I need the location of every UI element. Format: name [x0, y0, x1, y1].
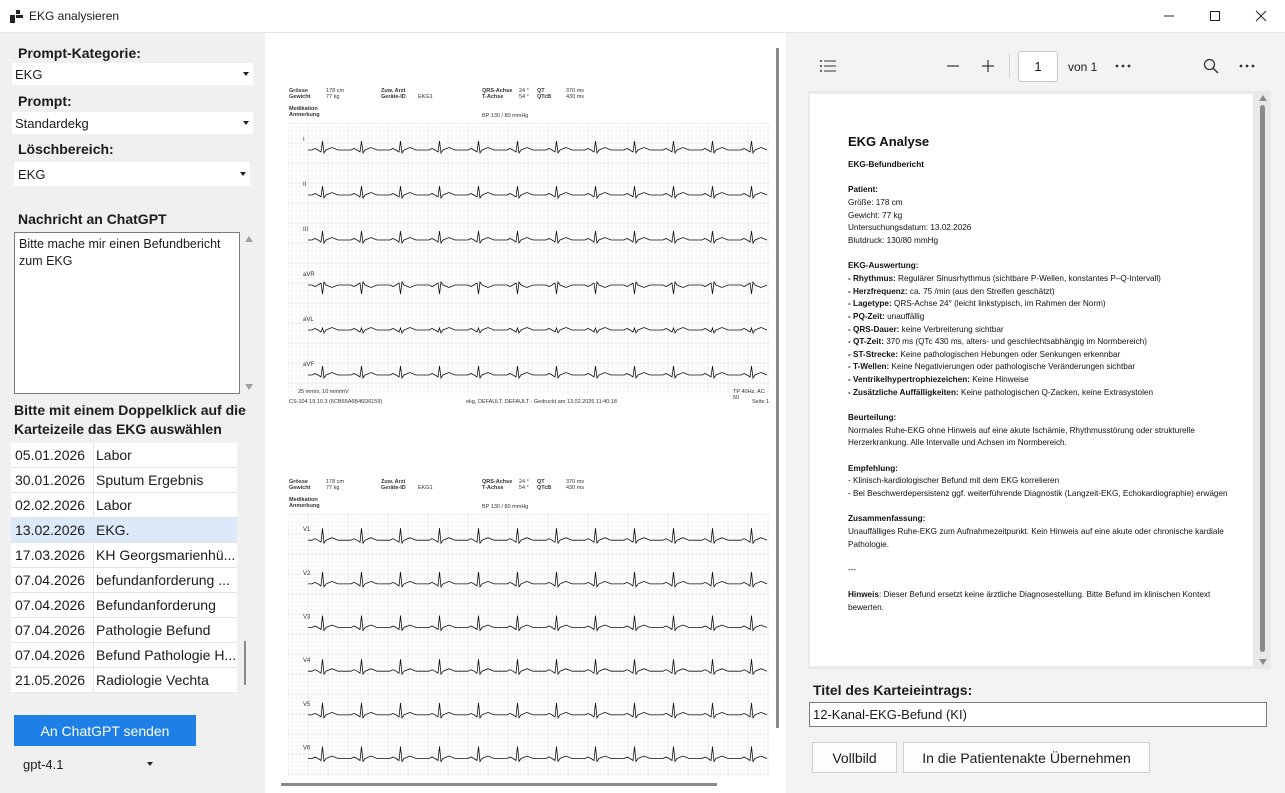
record-list[interactable] — [11, 443, 237, 693]
height-label: Grösse — [289, 479, 308, 485]
entry-title: Labor — [96, 497, 132, 513]
lead-label: V5 — [303, 701, 311, 708]
right-panel — [786, 33, 1285, 793]
evaluation-list — [848, 273, 1228, 400]
zoom-out-icon[interactable] — [943, 56, 963, 76]
lead-label: aVL — [303, 317, 314, 323]
qtcb-value: 430 ms — [566, 94, 585, 100]
evaluation-key: - T-Wellen: — [848, 362, 890, 372]
blood-pressure: BP 130 / 80 mmHg — [482, 113, 529, 119]
message-label: Nachricht an ChatGPT — [18, 211, 167, 227]
ecg-grid-1 — [288, 123, 770, 393]
list-item[interactable] — [11, 443, 237, 468]
evaluation-key: - QRS-Dauer: — [848, 324, 900, 334]
entry-title: Radiologie Vechta — [96, 672, 209, 688]
lead-label: II — [303, 182, 307, 188]
patient-line: Blutdruck: 130/80 mmHg — [848, 235, 939, 245]
window-title: EKG analysieren — [29, 9, 120, 23]
evaluation-text: Keine pathologischen Hebungen oder Senkungen erkennbar — [898, 349, 1121, 359]
list-item[interactable] — [11, 468, 237, 493]
chevron-down-icon — [239, 63, 253, 85]
minimize-button[interactable] — [1146, 0, 1192, 32]
entry-title: KH Georgsmarienhü... — [96, 547, 236, 563]
qt-label: QT — [537, 88, 545, 94]
ecg-print-info: ekg, DEFAULT, DEFAULT - Gedruckt am 13.02.2026 11:40:18 — [466, 399, 617, 405]
message-scrollbar[interactable] — [242, 232, 256, 394]
ecg-device-info: CS-104 19.10.3 (6CB65A6B46D6159) — [289, 399, 383, 405]
lead-label: V4 — [303, 658, 311, 665]
entry-date: 17.03.2026 — [11, 543, 94, 567]
summary-heading: Zusammenfassung: — [848, 514, 926, 524]
maximize-icon — [1209, 10, 1221, 22]
prompt-category-select[interactable] — [12, 63, 253, 85]
ecg-trace — [308, 659, 767, 674]
evaluation-item — [848, 324, 1228, 337]
scrollbar-thumb[interactable] — [1260, 105, 1265, 652]
chevron-down-icon — [239, 112, 253, 134]
ecg-trace — [308, 703, 767, 718]
ecg-trace — [308, 231, 767, 243]
prompt-label: Prompt: — [18, 93, 72, 109]
list-item[interactable] — [11, 618, 237, 643]
medication-label: Medikation — [289, 106, 318, 112]
entry-title: Befundanforderung — [96, 597, 216, 613]
entry-date: 13.02.2026 — [11, 518, 94, 542]
device-label: Geräte-ID — [381, 94, 406, 100]
prompt-select[interactable] — [12, 112, 253, 134]
lead-label: I — [303, 137, 305, 143]
pdf-scrollbar[interactable] — [1256, 91, 1271, 669]
list-item[interactable] — [11, 543, 237, 568]
height-value: 178 cm — [326, 479, 345, 485]
evaluation-text: Keine pathologischen Q-Zacken, keine Extrasystolen — [958, 387, 1154, 397]
qrs-axis-label: QRS-Achse — [482, 88, 513, 94]
evaluation-item — [848, 336, 1228, 349]
evaluation-key: - PQ-Zeit: — [848, 311, 885, 321]
evaluation-item — [848, 298, 1228, 311]
recommendation-line: - Klinisch-kardiologischer Befund mit dem EKG korrelieren — [848, 476, 1060, 486]
t-axis-value: 54 ° — [519, 485, 529, 491]
entry-date: 02.02.2026 — [11, 493, 94, 517]
scroll-up-icon — [1259, 95, 1267, 101]
height-label: Grösse — [289, 88, 308, 94]
close-icon — [1255, 10, 1267, 22]
assessment-text: Normales Ruhe-EKG ohne Hinweis auf eine akute Ischämie, Rhythmusstörung oder strukturelle Herzerkrankung. Alle Intervalle und Achsen im Normbereich. — [848, 425, 1198, 448]
disclaimer-key: Hinweis — [848, 590, 879, 600]
entry-title-label: Titel des Karteieintrags: — [813, 682, 973, 698]
qrs-axis-label: QRS-Achse — [482, 479, 513, 485]
separator: --- — [848, 564, 857, 574]
ecg-trace — [308, 186, 767, 198]
device-label: Geräte-ID — [381, 485, 406, 491]
qt-label: QT — [537, 479, 545, 485]
lead-label: V2 — [303, 570, 311, 577]
physician-label: Zuw. Arzt — [381, 479, 406, 485]
entry-title: Befund Pathologie H... — [96, 647, 237, 663]
recommendation-list — [848, 475, 1228, 500]
ecg-trace — [308, 282, 767, 294]
evaluation-text: Keine Hinweise — [969, 375, 1029, 385]
search-icon[interactable] — [1201, 56, 1221, 76]
qrs-axis-value: 24 ° — [519, 88, 529, 94]
patient-line: Größe: 178 cm — [848, 197, 903, 207]
evaluation-item — [848, 349, 1228, 362]
entry-title-input[interactable]: 12-Kanal-EKG-Befund (KI) — [809, 702, 1267, 727]
recommendation-line: - Bei Beschwerdepersistenz ggf. weiterführende Diagnostik (Langzeit-EKG, Echokardiographie) erwägen — [848, 489, 1228, 498]
entry-date: 05.01.2026 — [11, 443, 94, 467]
ecg-page-2 — [288, 476, 770, 786]
ecg-page-1 — [288, 85, 770, 415]
delete-area-select[interactable] — [14, 162, 250, 186]
minimize-icon — [1163, 10, 1175, 22]
ecg-trace — [308, 366, 767, 378]
evaluation-text: QRS-Achse 24° (leicht linkstypisch, im Rahmen der Norm) — [891, 299, 1106, 309]
recommendation-heading: Empfehlung: — [848, 463, 899, 473]
ecg-trace — [308, 528, 767, 543]
evaluation-text: keine Verbreiterung sichtbar — [899, 324, 1004, 334]
report-subtitle: EKG-Befundbericht — [848, 160, 924, 169]
evaluation-item — [848, 374, 1228, 387]
model-value: gpt-4.1 — [23, 756, 64, 772]
qt-value: 370 ms — [566, 88, 585, 94]
pdf-document-view[interactable] — [808, 91, 1271, 669]
send-to-chatgpt-button[interactable]: An ChatGPT senden — [14, 715, 196, 746]
assessment-heading: Beurteilung: — [848, 413, 897, 423]
device-value: EKG1 — [418, 485, 433, 491]
note-label: Anmerkung — [289, 503, 320, 509]
title-bar — [0, 0, 1285, 33]
page-total: von 1 — [1068, 60, 1098, 74]
report-title: EKG Analyse — [848, 134, 930, 149]
evaluation-key: - ST-Strecke: — [848, 349, 899, 359]
qtcb-label: QTcB — [537, 485, 552, 491]
medication-label: Medikation — [289, 497, 318, 503]
lead-label: aVF — [303, 362, 315, 368]
ecg-trace — [308, 328, 767, 334]
blood-pressure: BP 130 / 80 mmHg — [482, 504, 529, 510]
delete-area-label: Löschbereich: — [18, 141, 114, 157]
list-item[interactable] — [11, 518, 237, 543]
left-panel — [0, 33, 265, 793]
lead-label: V1 — [303, 527, 311, 534]
list-item[interactable] — [11, 643, 237, 668]
entry-title: Sputum Ergebnis — [96, 472, 204, 488]
scroll-down-icon — [245, 384, 253, 390]
list-item[interactable] — [11, 593, 237, 618]
evaluation-key: - QT-Zeit: — [848, 337, 884, 347]
chevron-down-icon — [143, 753, 157, 775]
evaluation-key: - Herzfrequenz: — [848, 286, 908, 296]
ecg-grid-2 — [288, 514, 770, 776]
scroll-up-icon — [245, 236, 253, 242]
height-value: 178 cm — [326, 88, 345, 94]
evaluation-item — [848, 286, 1228, 299]
weight-value: 77 kg — [326, 485, 340, 491]
entry-date: 07.04.2026 — [11, 643, 94, 667]
evaluation-text: Keine Negativierungen oder pathologische Veränderungen sichtbar — [889, 362, 1136, 372]
evaluation-item — [848, 361, 1228, 374]
evaluation-item — [848, 387, 1228, 400]
weight-label: Gewicht — [289, 485, 311, 491]
ecg-horizontal-scrollbar[interactable] — [281, 783, 717, 786]
patient-line: Untersuchungsdatum: 13.02.2026 — [848, 223, 972, 233]
disclaimer-text: : Dieser Befund ersetzt keine ärztliche Diagnosestellung. Bitte Befund im klinischen Kontext bewerten. — [848, 590, 1213, 612]
evaluation-item — [848, 273, 1228, 286]
qrs-axis-value: 24 ° — [519, 479, 529, 485]
ecg-vertical-scrollbar[interactable] — [776, 48, 779, 728]
evaluation-text: 370 ms (QTc 430 ms, alters- und geschlechtsabhängig im Normbereich) — [883, 337, 1147, 347]
prompt-category-value: EKG — [15, 66, 43, 82]
ecg-page-number: Seite 1 — [752, 399, 770, 405]
t-axis-label: T-Achse — [482, 485, 504, 491]
prompt-value: Standardekg — [15, 115, 89, 131]
entry-date: 07.04.2026 — [11, 618, 94, 642]
maximize-button[interactable] — [1192, 0, 1238, 32]
entry-title: Labor — [96, 447, 132, 463]
weight-label: Gewicht — [289, 94, 311, 100]
scrollbar-thumb[interactable] — [244, 641, 246, 685]
device-value: EKG1 — [418, 94, 433, 100]
patient-details — [848, 197, 1228, 248]
ecg-speed: 25 mm/s, 10 mm/mV — [298, 389, 349, 395]
evaluation-heading: EKG-Auswertung: — [848, 261, 919, 271]
list-hint: Bitte mit einem Doppelklick auf die Karteizeile das EKG auswählen — [14, 402, 246, 437]
lead-label: aVR — [303, 272, 315, 278]
evaluation-text: ca. 75 /min (aus den Streifen geschätzt) — [907, 286, 1055, 296]
list-item[interactable] — [11, 568, 237, 593]
evaluation-item — [848, 311, 1228, 324]
outline-list-icon[interactable] — [818, 56, 838, 76]
evaluation-text: unauffällig — [884, 311, 925, 321]
evaluation-key: - Zusätzliche Auffälligkeiten: — [848, 387, 959, 397]
model-select[interactable] — [20, 753, 157, 775]
lead-label: III — [303, 227, 309, 233]
qtcb-label: QTcB — [537, 94, 552, 100]
list-item[interactable] — [11, 668, 237, 693]
apply-to-record-button[interactable]: In die Patientenakte Übernehmen — [903, 742, 1150, 773]
close-button[interactable] — [1238, 0, 1284, 32]
ecg-viewer[interactable] — [265, 33, 786, 793]
page-number-input[interactable]: 1 — [1018, 51, 1058, 82]
weight-value: 77 kg — [326, 94, 340, 100]
pdf-toolbar — [808, 46, 1268, 86]
chevron-down-icon — [236, 162, 250, 186]
patient-line: Gewicht: 77 kg — [848, 210, 903, 220]
evaluation-key: - Ventrikelhypertrophiezeichen: — [848, 375, 970, 385]
t-axis-label: T-Achse — [482, 94, 504, 100]
disclaimer — [848, 589, 1228, 614]
t-axis-value: 54 ° — [519, 94, 529, 100]
summary-text: Unauffälliges Ruhe-EKG zum Aufnahmezeitpunkt. Kein Hinweis auf eine akute oder chronische kardiale Pathologie. — [848, 526, 1227, 549]
fullscreen-button[interactable]: Vollbild — [812, 742, 897, 773]
report-content — [848, 134, 1228, 615]
note-label: Anmerkung — [289, 112, 320, 118]
record-list-scrollbar[interactable] — [238, 443, 252, 693]
lead-label: V6 — [303, 745, 311, 752]
list-item[interactable] — [11, 493, 237, 518]
scroll-down-icon — [1259, 659, 1267, 665]
evaluation-key: - Lagetype: — [848, 299, 892, 309]
evaluation-text: Regulärer Sinusrhythmus (sichtbare P-Wellen, konstantes P–Q-Intervall) — [895, 273, 1161, 283]
more-options-icon[interactable] — [1113, 56, 1133, 76]
entry-date: 07.04.2026 — [11, 568, 94, 592]
entry-date: 21.05.2026 — [11, 668, 94, 692]
more-options-icon[interactable] — [1237, 56, 1257, 76]
message-textarea[interactable]: Bitte mache mir einen Befundbericht zum EKG — [14, 232, 240, 394]
toolbar-divider — [1009, 54, 1010, 78]
physician-label: Zuw. Arzt — [381, 88, 406, 94]
prompt-category-label: Prompt-Kategorie: — [18, 45, 141, 61]
app-icon — [10, 10, 23, 23]
evaluation-key: - Rhythmus: — [848, 273, 896, 283]
entry-date: 30.01.2026 — [11, 468, 94, 492]
ecg-filter: TP 40Hz, AC 50 — [733, 389, 765, 401]
patient-heading: Patient: — [848, 185, 879, 195]
delete-area-value: EKG — [18, 166, 46, 182]
entry-title: befundanforderung ... — [96, 572, 230, 588]
lead-label: V3 — [303, 614, 311, 621]
qt-value: 370 ms — [566, 479, 585, 485]
zoom-in-icon[interactable] — [978, 56, 998, 76]
entry-date: 07.04.2026 — [11, 593, 94, 617]
entry-title: EKG. — [96, 522, 130, 538]
qtcb-value: 430 ms — [566, 485, 585, 491]
pdf-page — [810, 94, 1253, 666]
entry-title: Pathologie Befund — [96, 622, 211, 638]
